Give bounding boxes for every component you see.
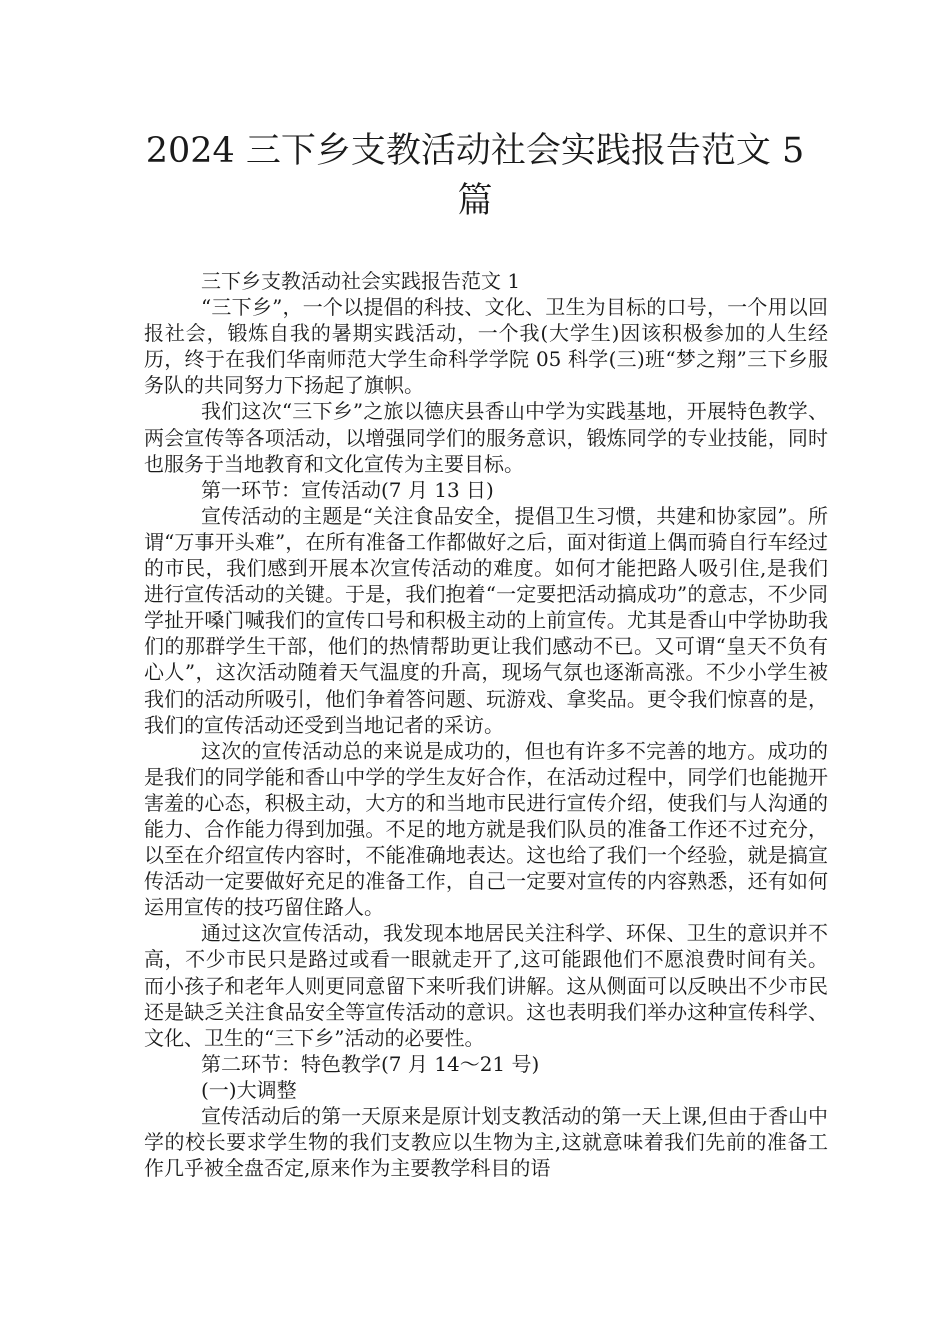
report-heading: 三下乡支教活动社会实践报告范文 1 — [201, 269, 521, 293]
document-title: 2024 三下乡支教活动社会实践报告范文 5 篇 — [145, 131, 805, 221]
paragraph-intro: “三下乡”，一个以提倡的科技、文化、卫生为目标的口号，一个用以回报社会，锻炼自我的暑期实践活动，一个我(大学生)因该积极参加的人生经历，终于在我们华南师范大学生命科学学院 05 科学(三)班“梦之翔”三下乡服务队的共同努力下扬起了旗帜。 — [144, 295, 828, 398]
paragraph-evaluation: 这次的宣传活动总的来说是成功的，但也有许多不完善的地方。成功的是我们的同学能和香山中学的学生友好合作，在活动过程中，同学们也能抛开害羞的心态，积极主动，大方的和当地市民进行宣传介绍，使我们与人沟通的能力、合作能力得到加强。不足的地方就是我们队员的准备工作还不过充分，以至在介绍宣传内容时，不能准确地表达。这也给了我们一个经验，就是搞宣传活动一定要做好充足的准备工作，自己一定要对宣传的内容熟悉，还有如何运用宣传的技巧留住路人。 — [144, 738, 828, 920]
paragraph-adjustment: 宣传活动后的第一天原来是原计划支教活动的第一天上课,但由于香山中学的校长要求学生物的我们支教应以生物为主,这就意味着我们先前的准备工作几乎被全盘否定,原来作为主要教学科目的语 — [144, 1104, 828, 1181]
section-heading-2: 第二环节：特色教学(7 月 14～21 号) — [201, 1051, 540, 1076]
section-heading-1: 第一环节：宣传活动(7 月 13 日) — [201, 477, 494, 502]
document-body — [144, 268, 828, 1181]
subsection-heading: (一)大调整 — [201, 1077, 297, 1102]
paragraph-findings: 通过这次宣传活动，我发现本地居民关注科学、环保、卫生的意识并不高，不少市民只是路过或看一眼就走开了,这可能跟他们不愿浪费时间有关。而小孩子和老年人则更同意留下来听我们讲解。这从侧面可以反映出不少市民还是缺乏关注食品安全等宣传活动的意识。这也表明我们举办这种宣传科学、文化、卫生的“三下乡”活动的必要性。 — [144, 921, 828, 1050]
paragraph-goals: 我们这次“三下乡”之旅以德庆县香山中学为实践基地，开展特色教学、两会宣传等各项活动，以增强同学们的服务意识，锻炼同学的专业技能，同时也服务于当地教育和文化宣传为主要目标。 — [144, 399, 828, 476]
paragraph-publicity: 宣传活动的主题是“关注食品安全，提倡卫生习惯，共建和协家园”。所谓“万事开头难”，在所有准备工作都做好之后，面对街道上偶而骑自行车经过的市民，我们感到开展本次宣传活动的难度。如何才能把路人吸引住,是我们进行宣传活动的关键。于是，我们抱着“一定要把活动搞成功”的意志，不少同学扯开嗓门喊我们的宣传口号和积极主动的上前宣传。尤其是香山中学协助我们的那群学生干部，他们的热情帮助更让我们感动不已。又可谓“皇天不负有心人”，这次活动随着天气温度的升高，现场气氛也逐渐高涨。不少小学生被我们的活动所吸引，他们争着答问题、玩游戏、拿奖品。更令我们惊喜的是，我们的宣传活动还受到当地记者的采访。 — [144, 503, 828, 737]
